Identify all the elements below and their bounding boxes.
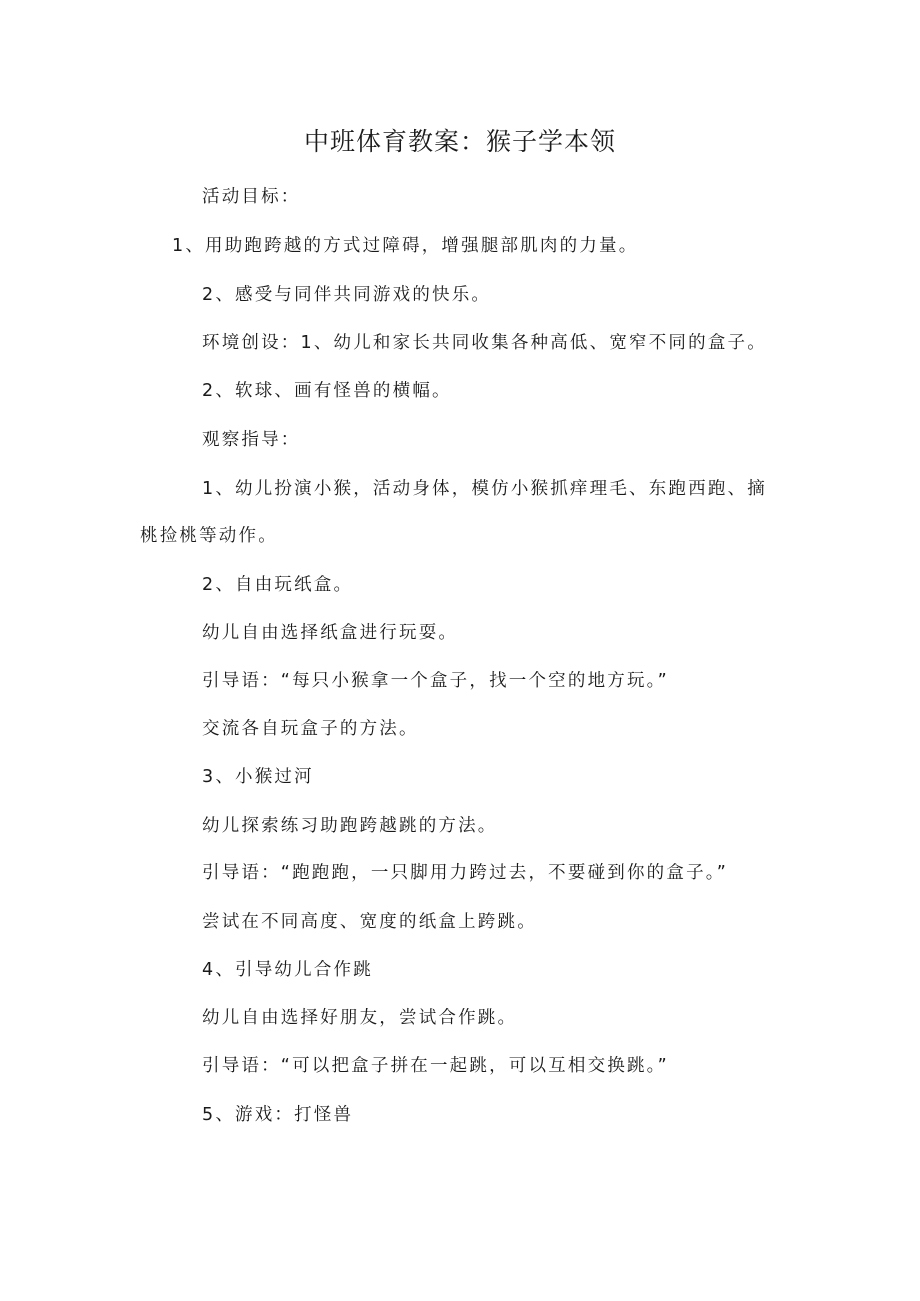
goal-item-1: 1、用助跑跨越的方式过障碍，增强腿部肌肉的力量。 — [172, 236, 639, 256]
section-heading-guidance: 观察指导： — [202, 430, 301, 450]
paragraph-line: 交流各自玩盒子的方法。 — [202, 719, 419, 739]
paragraph-line: 幼儿探索练习助跑跨越跳的方法。 — [202, 816, 498, 836]
guidance-item-4: 4、引导幼儿合作跳 — [202, 960, 373, 980]
paragraph-line: 幼儿自由选择好朋友，尝试合作跳。 — [202, 1008, 518, 1028]
environment-item-2: 2、软球、画有怪兽的横幅。 — [202, 381, 452, 401]
guidance-item-1-continued: 桃捡桃等动作。 — [140, 526, 278, 546]
guidance-item-3: 3、小猴过河 — [202, 767, 314, 787]
environment-item-1: 环境创设：1、幼儿和家长共同收集各种高低、宽窄不同的盒子。 — [202, 333, 767, 353]
guide-quote: 引导语：“跑跑跑，一只脚用力跨过去，不要碰到你的盒子。” — [202, 863, 728, 883]
paragraph-line: 尝试在不同高度、宽度的纸盒上跨跳。 — [202, 912, 537, 932]
guide-quote: 引导语：“可以把盒子拼在一起跳，可以互相交换跳。” — [202, 1056, 669, 1076]
paragraph-line: 幼儿自由选择纸盒进行玩耍。 — [202, 623, 459, 643]
guidance-item-5: 5、游戏：打怪兽 — [202, 1105, 354, 1125]
guidance-item-2: 2、自由玩纸盒。 — [202, 575, 354, 595]
guide-quote: 引导语：“每只小猴拿一个盒子，找一个空的地方玩。” — [202, 671, 669, 691]
goal-item-2: 2、感受与同伴共同游戏的快乐。 — [202, 285, 492, 305]
page-title: 中班体育教案：猴子学本领 — [303, 127, 616, 156]
section-heading-goals: 活动目标： — [202, 187, 301, 207]
guidance-item-1: 1、幼儿扮演小猴，活动身体，模仿小猴抓痒理毛、东跑西跑、摘 — [202, 479, 767, 499]
